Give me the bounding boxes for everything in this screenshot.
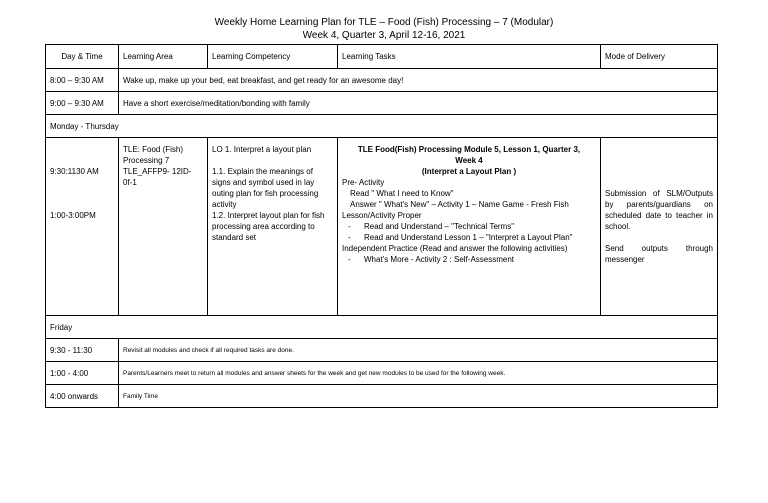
- family-text: Family Time: [119, 385, 718, 408]
- lesson-times-cell: [46, 138, 119, 316]
- learning-area-code: 0f-1: [123, 178, 137, 187]
- lesson-row: [46, 138, 718, 316]
- table-row: [46, 316, 718, 339]
- parents-time: 1:00 - 4:00: [46, 362, 119, 385]
- family-time: 4:00 onwards: [46, 385, 119, 408]
- competency-item: 1.1. Explain the meanings of signs and symbol used in lay outing plan for fish processing activity: [212, 167, 319, 209]
- independent-practice-label: Independent Practice (Read and answer the following activities): [342, 244, 568, 253]
- learning-area-line: Processing 7: [123, 156, 170, 165]
- learning-area-cell: [119, 138, 208, 316]
- table-row: [46, 362, 718, 385]
- pre-activity-item: Answer " What's New" – Activity 1 – Name Game - Fresh Fish: [350, 200, 569, 209]
- lesson-proper-label: Lesson/Activity Proper: [342, 211, 422, 220]
- list-item: - Read and Understand – "Technical Terms": [348, 221, 596, 232]
- plan-subtitle: Week 4, Quarter 3, April 12-16, 2021: [302, 30, 466, 41]
- lesson-time-morning: 9:30:1130 AM: [50, 167, 99, 176]
- monday-thursday-label: Monday - Thursday: [46, 115, 718, 138]
- list-item: - What's More - Activity 2 : Self-Assessment: [348, 254, 596, 265]
- task-week: Week 4: [455, 156, 483, 165]
- wake-text: Wake up, make up your bed, eat breakfast, and get ready for an awesome day!: [119, 69, 718, 92]
- mode-messenger: Send outputs through messenger: [605, 244, 713, 264]
- table-row: [46, 385, 718, 408]
- task-title: TLE Food(Fish) Processing Module 5, Lesson 1, Quarter 3,: [357, 145, 581, 154]
- task-lesson-name: (Interpret a Layout Plan ): [421, 167, 517, 176]
- learning-competency-cell: [208, 138, 338, 316]
- plan-title: Weekly Home Learning Plan for TLE – Food (Fish) Processing – 7 (Modular): [214, 17, 554, 28]
- learning-tasks-cell: [338, 138, 601, 316]
- column-header-mode-of-delivery: Mode of Delivery: [601, 45, 718, 69]
- pre-activity-item: Read " What I need to Know": [350, 189, 454, 198]
- learning-area-code: TLE_AFFP9- 12ID-: [123, 167, 192, 176]
- lesson-proper-list: [342, 221, 596, 243]
- column-header-learning-tasks: Learning Tasks: [338, 45, 601, 69]
- table-row: [46, 92, 718, 115]
- exercise-time: 9:00 – 9:30 AM: [46, 92, 119, 115]
- mode-submission: Submission of SLM/Outputs by parents/guardians on scheduled date to teacher in school.: [605, 189, 713, 231]
- table-row: [46, 339, 718, 362]
- column-header-learning-area: Learning Area: [119, 45, 208, 69]
- learning-objective: LO 1. Interpret a layout plan: [212, 145, 312, 154]
- learning-area-line: TLE: Food (Fish): [123, 145, 184, 154]
- friday-label: Friday: [46, 316, 718, 339]
- list-item: - Read and Understand Lesson 1 – "Interpret a Layout Plan": [348, 232, 596, 243]
- revisit-text: Revisit all modules and check if all required tasks are done.: [119, 339, 718, 362]
- revisit-time: 9:30 - 11:30: [46, 339, 119, 362]
- exercise-text: Have a short exercise/meditation/bonding with family: [119, 92, 718, 115]
- lesson-time-afternoon: 1:00-3:00PM: [50, 211, 96, 220]
- column-header-learning-competency: Learning Competency: [208, 45, 338, 69]
- mode-of-delivery-cell: [601, 138, 718, 316]
- table-row: [46, 115, 718, 138]
- table-header-row: [46, 45, 718, 69]
- column-header-day-time: Day & Time: [46, 45, 119, 69]
- independent-practice-list: [342, 254, 596, 265]
- pre-activity-label: Pre- Activity: [342, 178, 385, 187]
- competency-item: 1.2. Interpret layout plan for fish processing area according to standard set: [212, 211, 325, 242]
- learning-plan-table: [45, 44, 718, 408]
- table-row: [46, 69, 718, 92]
- parents-text: Parents/Learners meet to return all modules and answer sheets for the week and get new modules to be used for the following week.: [119, 362, 718, 385]
- wake-time: 8:00 – 9:30 AM: [46, 69, 119, 92]
